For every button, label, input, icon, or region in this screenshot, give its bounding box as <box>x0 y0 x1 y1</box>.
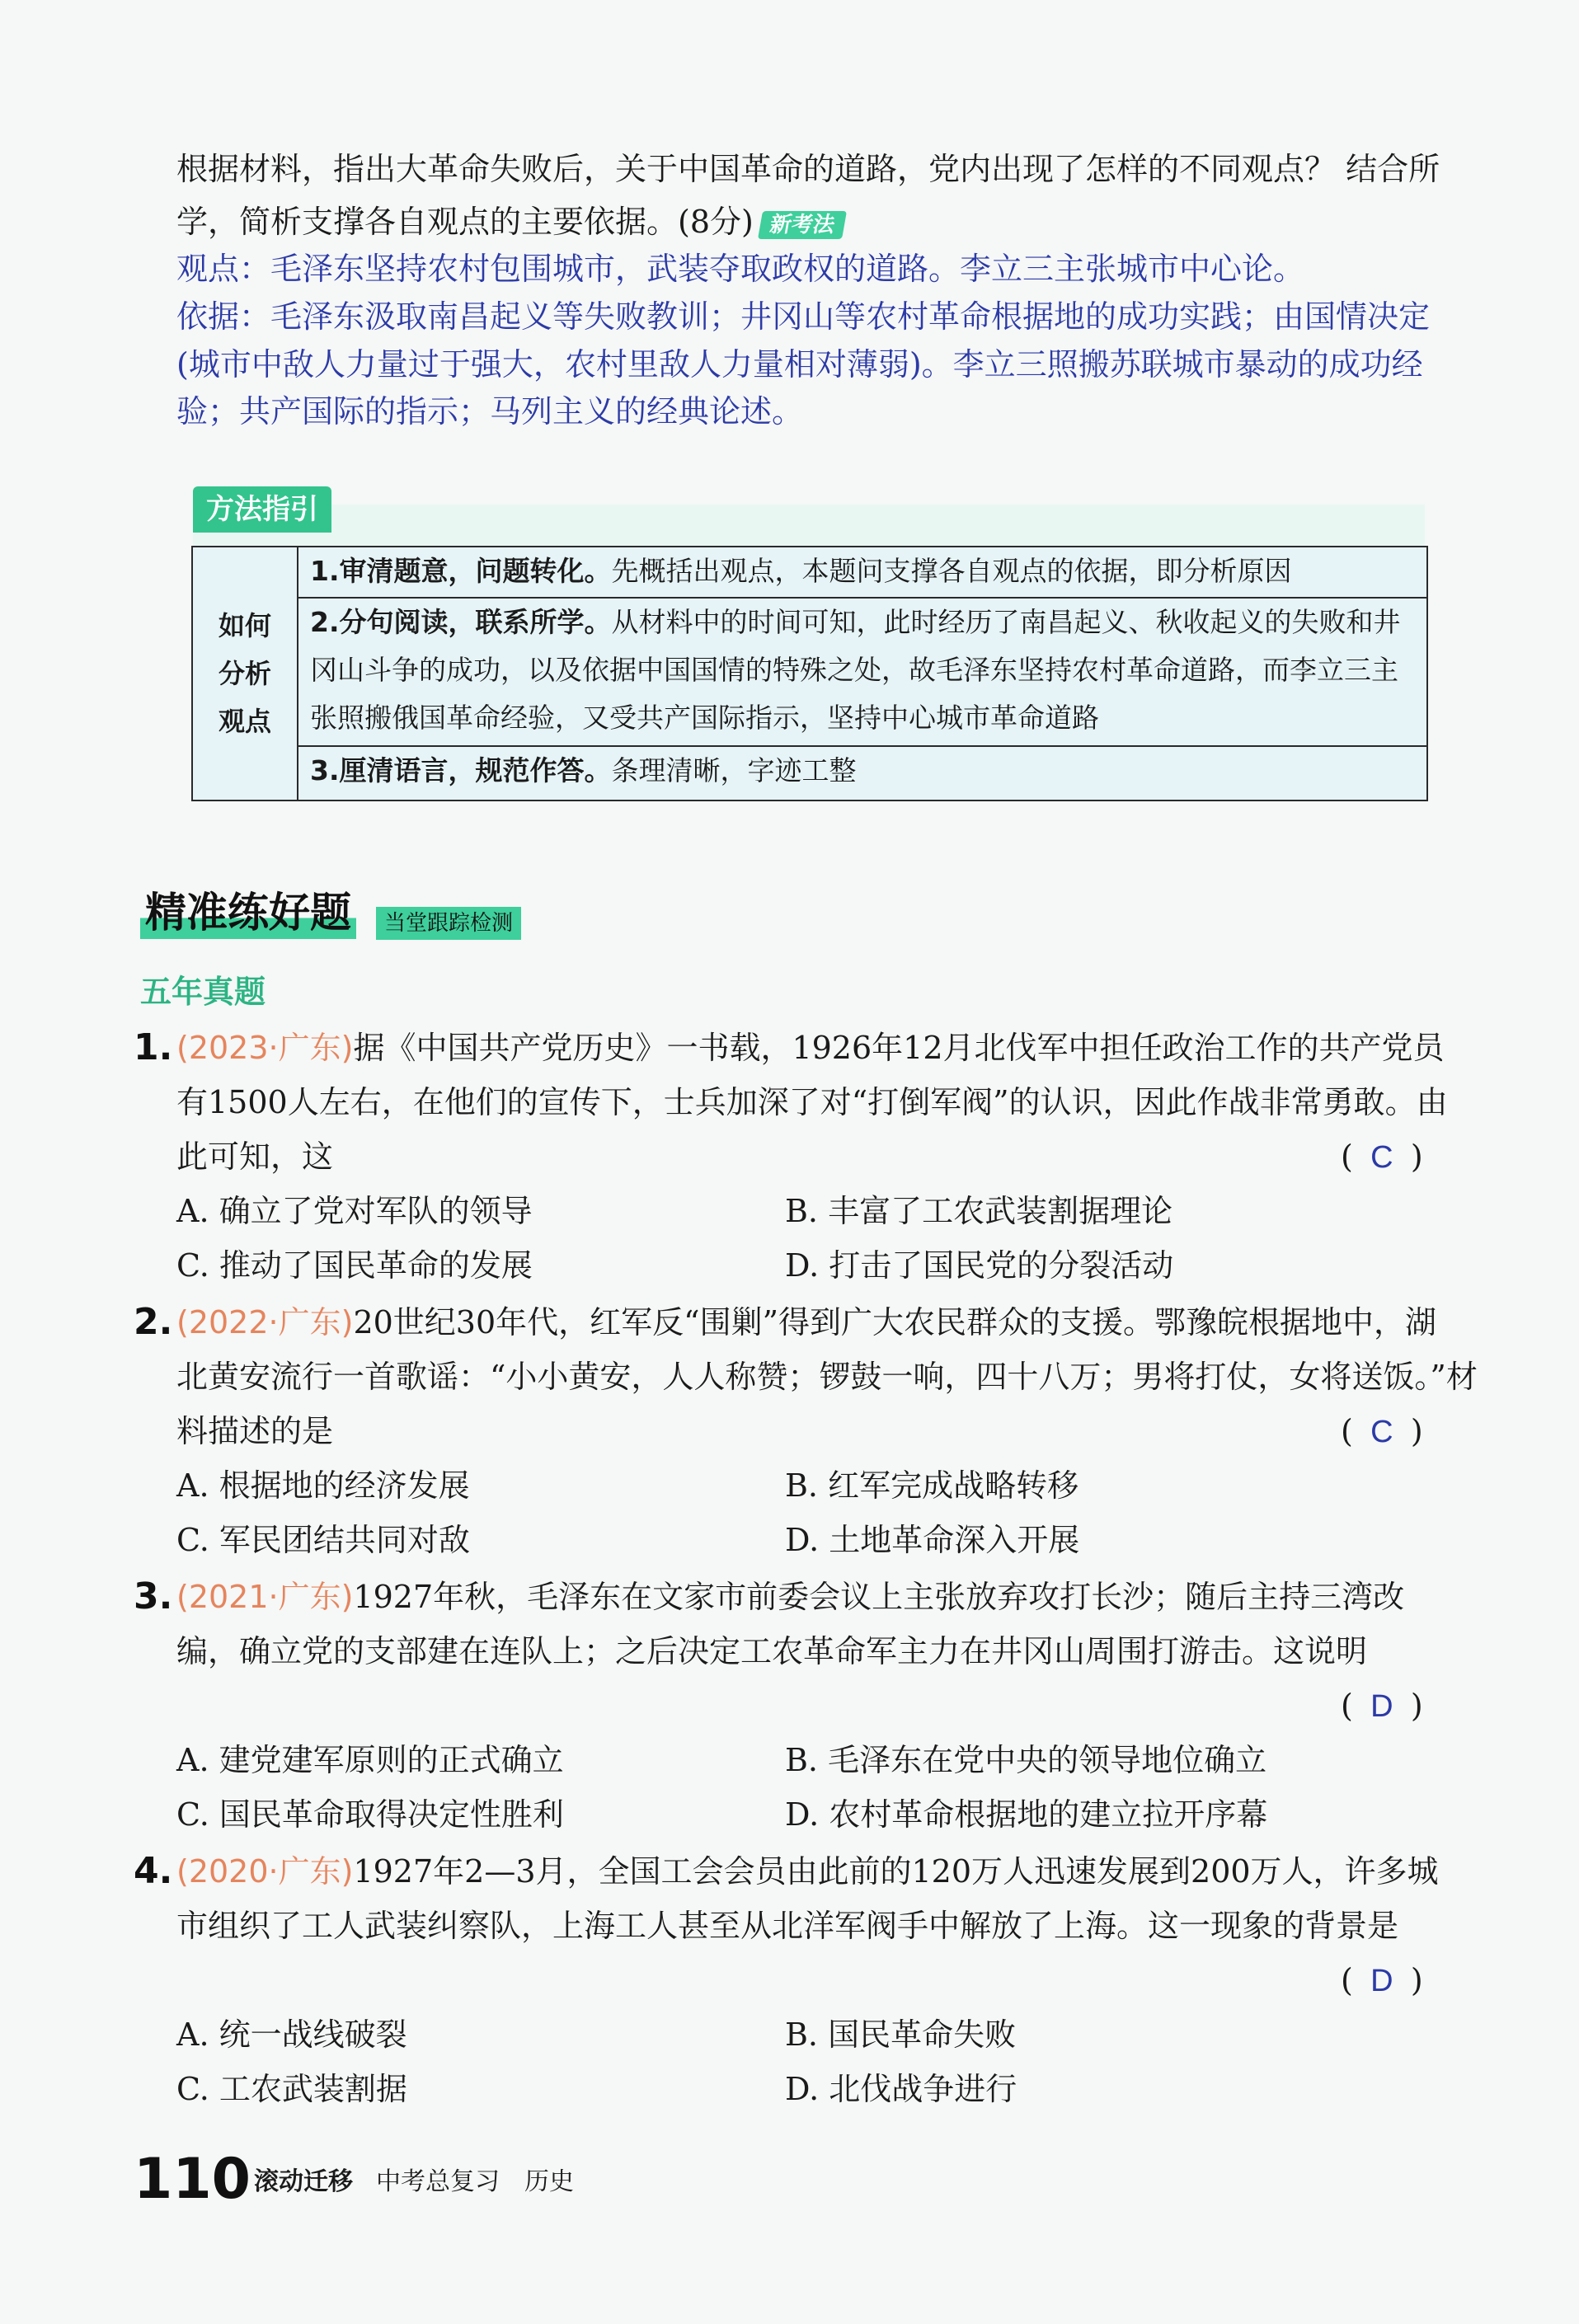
method-row-2 <box>298 599 1426 747</box>
option-a: A. 根据地的经济发展 <box>176 1467 470 1504</box>
question-text-line: 北黄安流行一首歌谣：“小小黄安，人人称赞；锣鼓一响，四十八万；男将打仗，女将送饭。”材 <box>176 1359 1478 1395</box>
question-text-line: 编，确立党的支部建在连队上；之后决定工农革命军主力在井冈山周围打游击。这说明 <box>176 1633 1368 1669</box>
question-text: 1927年秋，毛泽东在文家市前委会议上主张放弃攻打长沙；随后主持三湾改 <box>353 1579 1405 1615</box>
footer-brand: 滚动迁移 <box>254 2167 353 2196</box>
answer-bracket: ( D ) <box>1341 1682 1423 1730</box>
method-row-text: 先概括出观点，本题问支撑各自观点的依据，即分析原因 <box>611 555 1292 587</box>
footer-book: 中考总复习 <box>376 2167 500 2196</box>
method-left-line: 如何 <box>218 610 271 641</box>
method-row-text: 张照搬俄国革命经验，又受共产国际指示，坚持中心城市革命道路 <box>310 702 1099 734</box>
method-row-text: 条理清晰，字迹工整 <box>611 754 857 786</box>
section-title: 精准练好题 <box>140 886 356 939</box>
question-text-line <box>176 1847 1439 1895</box>
answer-line: 验；共产国际的指示；马列主义的经典论述。 <box>176 393 804 430</box>
method-row-3 <box>298 747 1426 798</box>
answer-line: 依据：毛泽东汲取南昌起义等失败教训；井冈山等农村革命根据地的成功实践；由国情决定 <box>176 298 1431 335</box>
option-d: D. 打击了国民党的分裂活动 <box>785 1247 1174 1284</box>
answer-choice: D <box>1370 1964 1393 1998</box>
question-source: (2023·广东) <box>176 1030 354 1066</box>
method-band <box>193 505 1425 551</box>
question-text: 学，简析支撑各自观点的主要依据。(8分) <box>176 204 754 240</box>
question-text-line: 料描述的是 <box>176 1413 334 1449</box>
question-source: (2022·广东) <box>176 1304 354 1340</box>
question-text: 20世纪30年代，红军反“围剿”得到广大农民群众的支援。鄂豫皖根据地中，湖 <box>353 1304 1437 1340</box>
option-c: C. 军民团结共同对敌 <box>176 1522 470 1558</box>
question-text-line: 根据材料，指出大革命失败后，关于中国革命的道路，党内出现了怎样的不同观点？ 结合所 <box>176 151 1440 187</box>
option-d: D. 土地革命深入开展 <box>785 1522 1080 1558</box>
method-left-label <box>193 547 298 800</box>
section-subtitle: 当堂跟踪检测 <box>376 907 521 940</box>
method-row-1 <box>298 547 1426 599</box>
answer-line: 观点：毛泽东坚持农村包围城市，武装夺取政权的道路。李立三主张城市中心论。 <box>176 251 1305 287</box>
new-method-tag: 新考法 <box>758 211 847 239</box>
question-text-line <box>176 1298 1436 1346</box>
method-row-text: 从材料中的时间可知，此时经历了南昌起义、秋收起义的失败和井 <box>611 606 1401 638</box>
option-b: B. 丰富了工农武装割据理论 <box>785 1193 1173 1229</box>
page-number: 110 <box>134 2147 251 2212</box>
question-text-line <box>176 1024 1445 1072</box>
option-d: D. 北伐战争进行 <box>785 2071 1017 2107</box>
question-text-line <box>176 198 844 246</box>
option-a: A. 建党建军原则的正式确立 <box>176 1742 564 1778</box>
method-row-heading: 1.审清题意，问题转化。 <box>310 555 612 587</box>
method-row-heading: 2.分句阅读，联系所学。 <box>310 606 612 638</box>
method-row-text: 冈山斗争的成功，以及依据中国国情的特殊之处，故毛泽东坚持农村革命道路，而李立三主 <box>310 654 1398 686</box>
question-number: 4. <box>134 1850 173 1892</box>
method-row-heading: 3.厘清语言，规范作答。 <box>310 754 612 786</box>
option-d: D. 农村革命根据地的建立拉开序幕 <box>785 1796 1268 1833</box>
method-table <box>191 546 1428 801</box>
option-b: B. 红军完成战略转移 <box>785 1467 1079 1504</box>
question-text-line <box>176 1573 1404 1621</box>
answer-bracket: ( C ) <box>1341 1407 1423 1456</box>
question-source: (2020·广东) <box>176 1853 354 1890</box>
question-text-line: 有1500人左右，在他们的宣传下，士兵加深了对“打倒军阀”的认识，因此作战非常勇敢。由 <box>176 1084 1448 1120</box>
option-a: A. 统一战线破裂 <box>176 2016 407 2053</box>
option-c: C. 推动了国民革命的发展 <box>176 1247 533 1284</box>
answer-bracket: ( D ) <box>1341 1956 1423 2005</box>
option-a: A. 确立了党对军队的领导 <box>176 1193 533 1229</box>
question-source: (2021·广东) <box>176 1579 354 1615</box>
footer-subject: 历史 <box>524 2167 574 2196</box>
question-text: 据《中国共产党历史》一书载，1926年12月北伐军中担任政治工作的共产党员 <box>353 1030 1445 1066</box>
subsection-title: 五年真题 <box>140 974 266 1010</box>
question-number: 3. <box>134 1575 173 1617</box>
option-c: C. 工农武装割据 <box>176 2071 407 2107</box>
option-c: C. 国民革命取得决定性胜利 <box>176 1796 564 1833</box>
answer-choice: C <box>1370 1415 1393 1449</box>
answer-choice: C <box>1370 1140 1393 1175</box>
method-tab: 方法指引 <box>193 486 331 533</box>
question-number: 2. <box>134 1301 173 1343</box>
answer-bracket: ( C ) <box>1341 1133 1423 1181</box>
answer-choice: D <box>1370 1689 1393 1724</box>
question-text-line: 市组织了工人武装纠察队，上海工人甚至从北洋军阀手中解放了上海。这一现象的背景是 <box>176 1908 1399 1944</box>
method-left-line: 观点 <box>218 706 271 737</box>
answer-line: (城市中敌人力量过于强大，农村里敌人力量相对薄弱)。李立三照搬苏联城市暴动的成功经 <box>176 346 1423 383</box>
question-number: 1. <box>134 1026 173 1068</box>
question-text: 1927年2—3月，全国工会会员由此前的120万人迅速发展到200万人，许多城 <box>353 1853 1439 1890</box>
method-left-line: 分析 <box>218 658 271 689</box>
option-b: B. 毛泽东在党中央的领导地位确立 <box>785 1742 1267 1778</box>
option-b: B. 国民革命失败 <box>785 2016 1017 2053</box>
question-text-line: 此可知，这 <box>176 1139 334 1175</box>
